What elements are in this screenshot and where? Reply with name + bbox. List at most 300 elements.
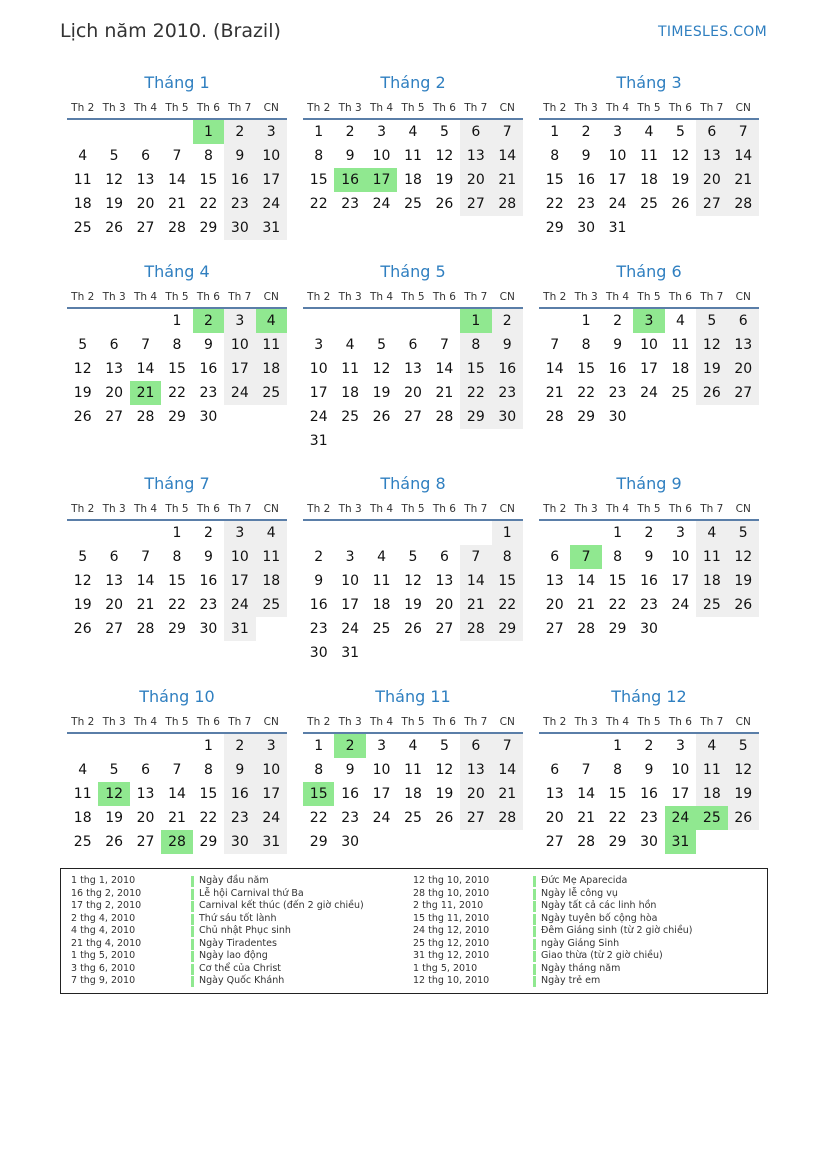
day-cell: 17 <box>256 168 287 192</box>
day-cell: 10 <box>341 573 360 589</box>
empty-cell <box>539 309 570 333</box>
legend-date: 21 thg 4, 2010 <box>71 937 142 949</box>
day-cell: 29 <box>199 834 218 850</box>
day-cell: 24 <box>256 192 287 216</box>
day-cell: 11 <box>372 573 391 589</box>
day-cell: 8 <box>172 337 182 353</box>
day-cell: 8 <box>492 545 523 569</box>
legend-date: 1 thg 5, 2010 <box>413 962 478 974</box>
legend-holiday-name: Đêm Giáng sinh (từ 2 giờ chiều) <box>541 925 693 936</box>
day-cell: 16 <box>608 361 627 377</box>
day-cell: 13 <box>404 361 422 377</box>
month-title: Tháng 1 <box>144 73 210 92</box>
empty-cell <box>98 120 129 144</box>
legend-row <box>413 925 751 938</box>
holiday-day-cell: 4 <box>256 309 287 333</box>
day-cell: 28 <box>577 834 596 850</box>
day-cell: 14 <box>728 144 759 168</box>
legend-date: 31 thg 12, 2010 <box>413 950 490 961</box>
day-cell: 7 <box>172 148 182 164</box>
day-cell: 5 <box>377 337 387 353</box>
weekday-label: Th 7 <box>228 716 252 728</box>
day-cell: 19 <box>73 385 92 401</box>
day-cell: 22 <box>608 597 627 613</box>
day-cell: 4 <box>644 124 654 140</box>
day-cell: 4 <box>345 337 355 353</box>
day-cell: 5 <box>439 738 449 754</box>
month-block <box>539 70 759 240</box>
day-cell: 19 <box>105 196 124 212</box>
month-block <box>539 259 759 429</box>
day-cell: 27 <box>545 621 564 637</box>
day-cell: 25 <box>404 810 422 826</box>
weekday-label: Th 5 <box>401 102 425 114</box>
weekday-label: CN <box>499 102 515 114</box>
day-cell: 14 <box>577 786 596 802</box>
weekday-label: Th 5 <box>165 291 189 303</box>
day-cell: 8 <box>314 762 324 778</box>
day-cell: 23 <box>199 597 218 613</box>
day-cell: 18 <box>640 172 658 188</box>
day-cell: 15 <box>608 573 627 589</box>
day-grid <box>303 734 523 854</box>
day-cell: 21 <box>492 782 523 806</box>
weekday-label: Th 5 <box>637 291 661 303</box>
day-cell: 25 <box>696 593 727 617</box>
weekday-label: CN <box>735 716 751 728</box>
day-cell: 18 <box>341 385 360 401</box>
day-cell: 2 <box>345 124 355 140</box>
day-cell: 13 <box>545 786 564 802</box>
day-cell: 20 <box>545 810 564 826</box>
brand-link[interactable]: TIMESLES.COM <box>658 24 767 40</box>
weekday-label: Th 7 <box>464 291 488 303</box>
day-cell: 3 <box>256 734 287 758</box>
day-cell: 8 <box>314 148 324 164</box>
day-cell: 18 <box>256 357 287 381</box>
day-cell: 12 <box>73 573 92 589</box>
month-block <box>67 684 287 854</box>
day-cell: 8 <box>172 549 182 565</box>
day-cell: 20 <box>136 810 155 826</box>
day-cell: 29 <box>460 405 491 429</box>
weekday-label: Th 4 <box>134 291 158 303</box>
day-cell: 16 <box>224 168 255 192</box>
day-cell: 30 <box>224 216 255 240</box>
legend-holiday-name: Ngày tuyên bố cộng hòa <box>541 912 658 924</box>
day-cell: 15 <box>168 361 186 377</box>
day-cell: 12 <box>435 762 454 778</box>
day-cell: 14 <box>168 172 186 188</box>
day-cell: 7 <box>581 762 591 778</box>
weekday-header <box>303 96 523 120</box>
weekday-label: CN <box>263 291 279 303</box>
day-cell: 15 <box>545 172 564 188</box>
holiday-day-cell: 7 <box>570 545 601 569</box>
weekday-label: CN <box>735 291 751 303</box>
day-cell: 23 <box>640 810 658 826</box>
day-cell: 6 <box>109 549 119 565</box>
weekday-label: Th 6 <box>432 503 456 515</box>
day-cell: 24 <box>372 810 391 826</box>
weekday-label: Th 4 <box>370 716 394 728</box>
legend-date: 4 thg 4, 2010 <box>71 925 136 936</box>
day-cell: 9 <box>224 144 255 168</box>
day-cell: 8 <box>460 333 491 357</box>
weekday-label: Th 3 <box>338 291 362 303</box>
day-cell: 1 <box>203 738 213 754</box>
day-cell: 13 <box>696 144 727 168</box>
day-cell: 1 <box>550 124 560 140</box>
day-cell: 26 <box>728 593 759 617</box>
day-cell: 15 <box>199 786 218 802</box>
weekday-label: Th 6 <box>668 716 692 728</box>
day-cell: 26 <box>696 381 727 405</box>
day-cell: 17 <box>372 786 391 802</box>
day-cell: 6 <box>696 120 727 144</box>
day-cell: 17 <box>224 357 255 381</box>
day-cell: 5 <box>439 124 449 140</box>
day-cell: 28 <box>435 409 454 425</box>
day-cell: 27 <box>105 409 124 425</box>
day-cell: 8 <box>613 549 623 565</box>
day-cell: 13 <box>460 144 491 168</box>
day-cell: 6 <box>550 762 560 778</box>
weekday-label: Th 2 <box>307 102 331 114</box>
day-cell: 10 <box>671 762 690 778</box>
day-cell: 24 <box>224 593 255 617</box>
empty-cell <box>539 521 570 545</box>
holiday-marker-icon <box>191 901 194 912</box>
day-cell: 26 <box>105 834 124 850</box>
day-cell: 13 <box>435 573 454 589</box>
empty-cell <box>67 521 98 545</box>
weekday-label: Th 7 <box>700 102 724 114</box>
empty-cell <box>161 734 192 758</box>
legend-holiday-name: Carnival kết thúc (đến 2 giờ chiều) <box>199 900 364 911</box>
day-grid <box>303 521 523 665</box>
day-cell: 4 <box>408 124 418 140</box>
day-cell: 30 <box>492 405 523 429</box>
day-cell: 23 <box>577 196 596 212</box>
month-block <box>303 259 523 453</box>
page-title: Lịch năm 2010. (Brazil) <box>60 20 281 42</box>
empty-cell <box>570 734 601 758</box>
holiday-legend <box>60 868 768 994</box>
weekday-label: Th 5 <box>637 716 661 728</box>
day-cell: 14 <box>168 786 186 802</box>
day-cell: 25 <box>341 409 360 425</box>
holiday-day-cell: 2 <box>193 309 224 333</box>
day-cell: 30 <box>577 220 596 236</box>
day-cell: 22 <box>545 196 564 212</box>
day-cell: 5 <box>675 124 685 140</box>
holiday-day-cell: 16 <box>334 168 365 192</box>
day-cell: 1 <box>314 124 324 140</box>
day-cell: 11 <box>341 361 360 377</box>
day-cell: 2 <box>203 525 213 541</box>
weekday-header <box>539 96 759 120</box>
day-cell: 21 <box>577 597 596 613</box>
weekday-label: Th 2 <box>71 716 95 728</box>
holiday-marker-icon <box>533 926 536 937</box>
weekday-label: Th 3 <box>102 291 126 303</box>
day-cell: 17 <box>256 782 287 806</box>
month-title: Tháng 5 <box>380 262 446 281</box>
holiday-day-cell: 15 <box>303 782 334 806</box>
day-cell: 17 <box>309 385 328 401</box>
day-cell: 13 <box>728 333 759 357</box>
weekday-label: Th 4 <box>370 503 394 515</box>
day-cell: 13 <box>545 573 564 589</box>
day-cell: 8 <box>581 337 591 353</box>
legend-date: 1 thg 1, 2010 <box>71 875 136 886</box>
day-cell: 21 <box>728 168 759 192</box>
day-cell: 30 <box>640 834 658 850</box>
empty-cell <box>98 734 129 758</box>
weekday-label: Th 2 <box>307 291 331 303</box>
day-cell: 15 <box>309 172 328 188</box>
empty-cell <box>460 521 491 545</box>
day-cell: 29 <box>309 834 328 850</box>
day-cell: 21 <box>460 593 491 617</box>
weekday-label: Th 7 <box>464 716 488 728</box>
month-block <box>67 70 287 240</box>
legend-row <box>71 963 409 976</box>
day-cell: 10 <box>608 148 627 164</box>
holiday-day-cell: 28 <box>161 830 192 854</box>
day-cell: 12 <box>671 148 690 164</box>
weekday-label: Th 3 <box>338 503 362 515</box>
holiday-day-cell: 24 <box>665 806 696 830</box>
month-title: Tháng 9 <box>616 474 682 493</box>
weekday-label: Th 5 <box>637 102 661 114</box>
legend-column-left <box>71 875 409 988</box>
day-cell: 8 <box>203 148 213 164</box>
legend-date: 28 thg 10, 2010 <box>413 887 490 899</box>
day-cell: 15 <box>168 573 186 589</box>
legend-holiday-name: Ngày lễ công vụ <box>541 887 618 899</box>
day-cell: 17 <box>224 569 255 593</box>
empty-cell <box>429 309 460 333</box>
weekday-label: Th 2 <box>543 503 567 515</box>
weekday-label: Th 7 <box>700 291 724 303</box>
month-block <box>303 684 523 854</box>
day-cell: 24 <box>256 806 287 830</box>
day-cell: 27 <box>460 806 491 830</box>
day-cell: 28 <box>577 621 596 637</box>
day-grid <box>67 734 287 854</box>
holiday-day-cell: 1 <box>460 309 491 333</box>
weekday-header <box>67 96 287 120</box>
day-cell: 16 <box>224 782 255 806</box>
day-cell: 3 <box>675 525 685 541</box>
day-cell: 6 <box>460 120 491 144</box>
day-cell: 27 <box>728 381 759 405</box>
day-cell: 2 <box>314 549 324 565</box>
day-cell: 11 <box>404 148 422 164</box>
month-block <box>539 471 759 641</box>
day-cell: 9 <box>345 148 355 164</box>
day-cell: 9 <box>203 549 213 565</box>
legend-date: 24 thg 12, 2010 <box>413 925 490 936</box>
day-cell: 28 <box>492 806 523 830</box>
day-cell: 25 <box>256 593 287 617</box>
day-cell: 28 <box>460 617 491 641</box>
day-cell: 25 <box>256 381 287 405</box>
empty-cell <box>161 120 192 144</box>
day-cell: 26 <box>728 806 759 830</box>
day-cell: 23 <box>608 385 627 401</box>
day-cell: 11 <box>73 786 92 802</box>
empty-cell <box>397 309 428 333</box>
day-cell: 12 <box>435 148 454 164</box>
day-cell: 6 <box>141 148 151 164</box>
month-title: Tháng 8 <box>380 474 446 493</box>
month-block <box>67 259 287 429</box>
legend-row <box>413 888 751 901</box>
weekday-label: Th 5 <box>165 503 189 515</box>
day-cell: 10 <box>640 337 658 353</box>
legend-holiday-name: Ngày Quốc Khánh <box>199 975 285 986</box>
day-cell: 31 <box>608 220 627 236</box>
day-cell: 29 <box>608 621 627 637</box>
day-cell: 21 <box>435 385 454 401</box>
day-cell: 22 <box>309 810 328 826</box>
day-cell: 22 <box>492 593 523 617</box>
day-cell: 31 <box>309 433 328 449</box>
day-cell: 7 <box>550 337 560 353</box>
day-cell: 7 <box>728 120 759 144</box>
day-cell: 18 <box>256 569 287 593</box>
legend-holiday-name: Ngày trẻ em <box>541 975 601 986</box>
day-cell: 31 <box>341 645 360 661</box>
day-cell: 17 <box>671 786 690 802</box>
day-cell: 18 <box>404 786 422 802</box>
holiday-marker-icon <box>533 889 536 900</box>
day-cell: 23 <box>640 597 658 613</box>
weekday-label: CN <box>499 716 515 728</box>
day-cell: 20 <box>136 196 155 212</box>
weekday-header <box>539 285 759 309</box>
weekday-label: Th 4 <box>606 102 630 114</box>
day-cell: 15 <box>577 361 596 377</box>
weekday-label: Th 7 <box>228 102 252 114</box>
holiday-marker-icon <box>191 914 194 925</box>
day-cell: 23 <box>224 192 255 216</box>
day-cell: 9 <box>314 573 324 589</box>
empty-cell <box>539 734 570 758</box>
day-cell: 15 <box>492 569 523 593</box>
day-cell: 9 <box>644 549 654 565</box>
holiday-day-cell: 31 <box>665 830 696 854</box>
day-cell: 9 <box>492 333 523 357</box>
day-cell: 4 <box>696 521 727 545</box>
weekday-label: Th 7 <box>464 503 488 515</box>
day-cell: 28 <box>168 220 186 236</box>
day-cell: 24 <box>671 597 690 613</box>
day-cell: 16 <box>640 786 658 802</box>
weekday-label: Th 6 <box>196 716 220 728</box>
weekday-label: Th 6 <box>432 291 456 303</box>
empty-cell <box>67 734 98 758</box>
holiday-marker-icon <box>191 889 194 900</box>
weekday-label: Th 6 <box>432 102 456 114</box>
day-cell: 14 <box>577 573 596 589</box>
day-cell: 16 <box>199 573 218 589</box>
day-cell: 10 <box>224 545 255 569</box>
day-cell: 22 <box>309 196 328 212</box>
day-cell: 13 <box>136 172 155 188</box>
legend-date: 25 thg 12, 2010 <box>413 937 490 949</box>
weekday-label: Th 7 <box>700 503 724 515</box>
empty-cell <box>130 734 161 758</box>
day-cell: 20 <box>728 357 759 381</box>
weekday-label: Th 2 <box>307 716 331 728</box>
day-cell: 13 <box>105 573 124 589</box>
weekday-label: Th 3 <box>102 716 126 728</box>
day-cell: 18 <box>73 810 92 826</box>
weekday-label: Th 6 <box>196 291 220 303</box>
day-cell: 5 <box>696 309 727 333</box>
day-cell: 7 <box>172 762 182 778</box>
day-cell: 11 <box>671 337 690 353</box>
day-cell: 17 <box>608 172 627 188</box>
weekday-header <box>67 285 287 309</box>
day-cell: 20 <box>435 597 454 613</box>
day-cell: 11 <box>73 172 92 188</box>
day-grid <box>67 120 287 240</box>
day-cell: 2 <box>224 120 255 144</box>
weekday-label: Th 7 <box>700 716 724 728</box>
legend-date: 7 thg 9, 2010 <box>71 975 136 986</box>
day-cell: 18 <box>696 569 727 593</box>
empty-cell <box>334 309 365 333</box>
day-cell: 23 <box>492 381 523 405</box>
day-cell: 26 <box>105 220 124 236</box>
legend-row <box>413 963 751 976</box>
day-cell: 8 <box>550 148 560 164</box>
day-cell: 29 <box>168 621 186 637</box>
weekday-label: Th 2 <box>71 503 95 515</box>
day-cell: 17 <box>671 573 690 589</box>
day-cell: 5 <box>109 762 119 778</box>
day-cell: 20 <box>404 385 422 401</box>
day-cell: 22 <box>168 385 186 401</box>
day-cell: 24 <box>309 409 328 425</box>
weekday-label: Th 4 <box>134 716 158 728</box>
day-cell: 5 <box>728 734 759 758</box>
day-cell: 21 <box>168 810 186 826</box>
day-cell: 2 <box>581 124 591 140</box>
day-cell: 25 <box>671 385 690 401</box>
legend-row <box>413 913 751 926</box>
day-cell: 29 <box>199 220 218 236</box>
empty-cell <box>366 521 397 545</box>
day-cell: 16 <box>309 597 328 613</box>
day-cell: 13 <box>460 758 491 782</box>
day-grid <box>539 309 759 429</box>
day-grid <box>67 521 287 641</box>
day-cell: 1 <box>581 313 591 329</box>
day-cell: 4 <box>256 521 287 545</box>
day-cell: 29 <box>492 617 523 641</box>
day-cell: 2 <box>492 309 523 333</box>
legend-holiday-name: Thứ sáu tốt lành <box>199 912 277 924</box>
holiday-marker-icon <box>191 964 194 975</box>
day-cell: 1 <box>613 738 623 754</box>
weekday-label: Th 4 <box>134 503 158 515</box>
